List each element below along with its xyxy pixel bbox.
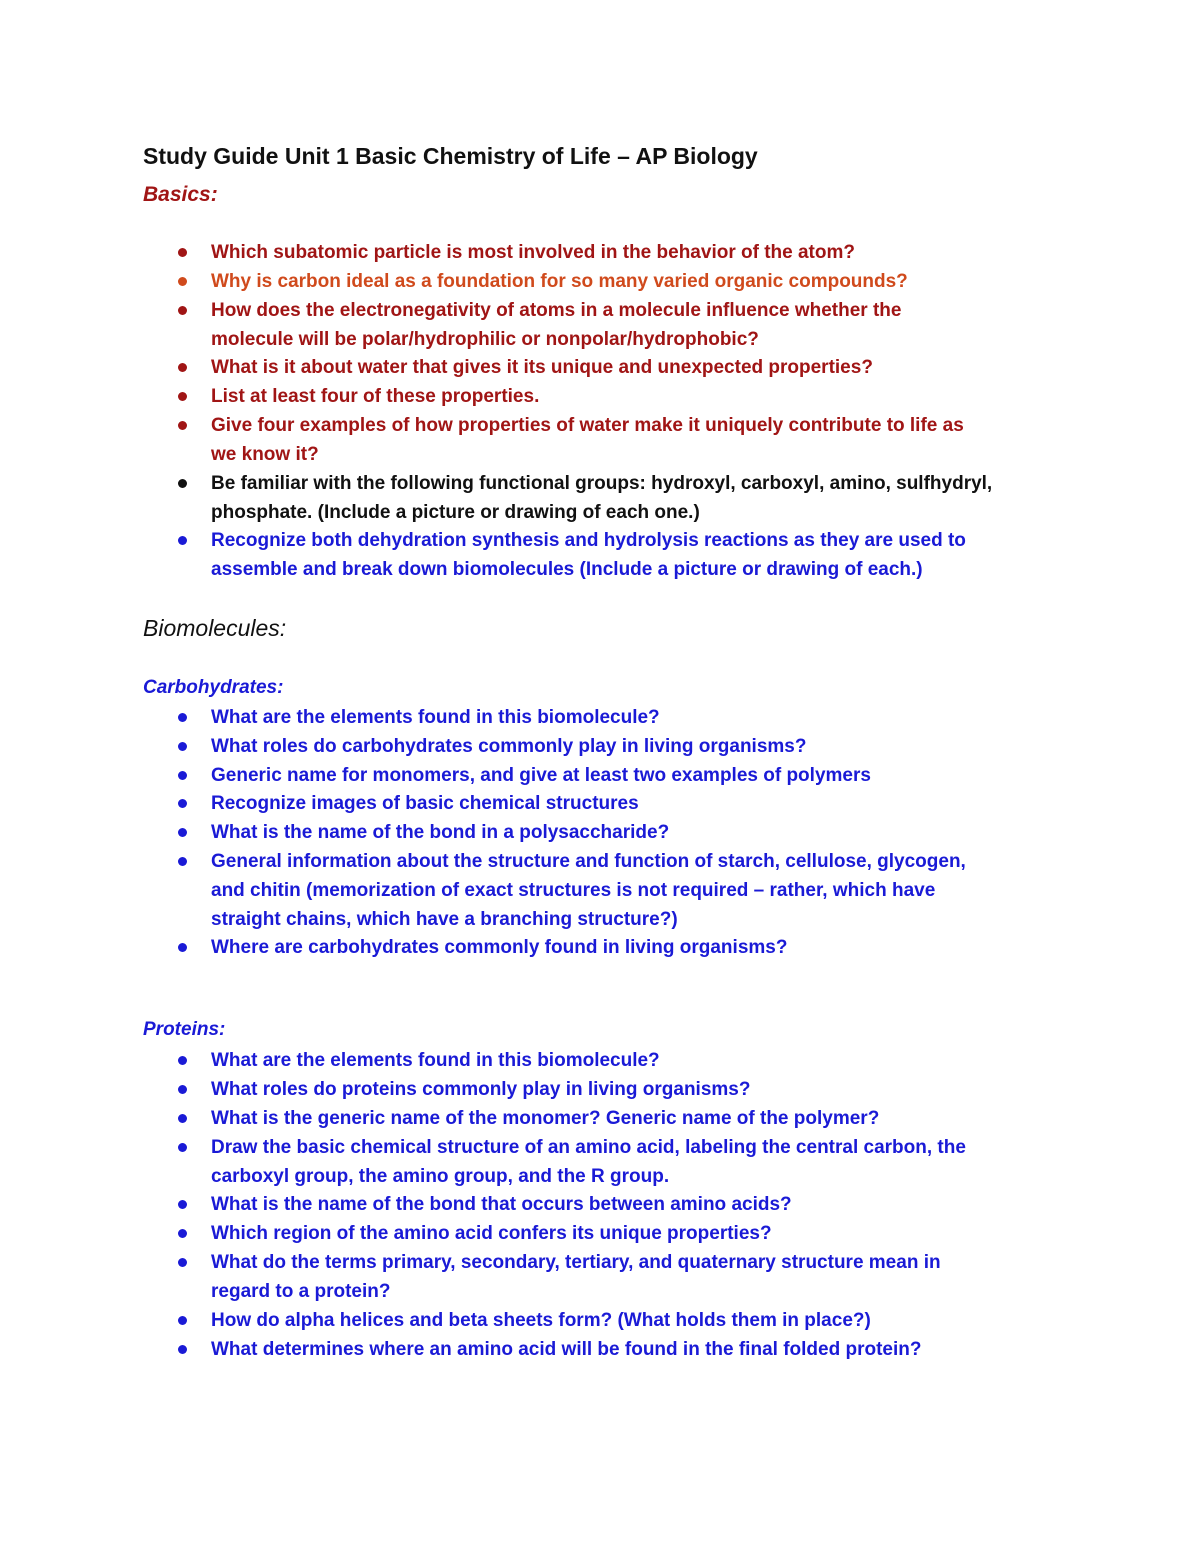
proteins-heading: Proteins: bbox=[143, 1019, 226, 1040]
bullet-icon bbox=[178, 943, 187, 952]
bullet-icon bbox=[178, 1345, 187, 1354]
bullet-icon bbox=[178, 1143, 187, 1152]
bullet-icon bbox=[178, 1316, 187, 1325]
bullet-icon bbox=[178, 536, 187, 545]
bullet-icon bbox=[178, 857, 187, 866]
bullet-icon bbox=[178, 363, 187, 372]
carbohydrates-heading: Carbohydrates: bbox=[143, 677, 284, 698]
bullet-icon bbox=[178, 742, 187, 751]
bullet-icon bbox=[178, 1258, 187, 1267]
bullet-icon bbox=[178, 479, 187, 488]
bullet-icon bbox=[178, 1114, 187, 1123]
bullet-icon bbox=[178, 306, 187, 315]
bullet-icon bbox=[178, 421, 187, 430]
bullet-icon bbox=[178, 713, 187, 722]
biomolecules-heading: Biomolecules: bbox=[143, 615, 287, 641]
bullet-icon bbox=[178, 771, 187, 780]
bullet-icon bbox=[178, 392, 187, 401]
bullet-icon bbox=[178, 248, 187, 257]
basics-heading: Basics: bbox=[143, 183, 218, 206]
bullet-icon bbox=[178, 1085, 187, 1094]
document-page: Study Guide Unit 1 Basic Chemistry of Life – AP Biology Basics: Which subatomic particle is most involved in the behavior of the atom? Why is carbon ideal as a foundation for so many varied organic compounds? How does the electronegativity of atoms in a molecule influence whether the molecule will be polar/hydrophilic or nonpolar/hydrophobic? What is it about water that gives it its unique and unexpected properties? List at least four of these properties. Give four examples of how properties of water make it uniquely contribute to life as we know it? Be familiar with the following functional groups: hydroxyl, carboxyl, amino, sulfhydryl, phosphate. (Include a picture or drawing of each one.) Recognize both dehydration synthesis and hydrolysis reactions as they are used to assemble and break down biomolecules (Include a picture or drawing of each.) Biomolecules: Carbohydrates: What are the elements found in this biomolecule? What roles do carbohydrates commonly play in living organisms? Generic name for monomers, and give at least two examples of polymers Recognize images of basic chemical structures What is the name of the bond in a polysaccharide? General information about the structure and function of starch, cellulose, glycogen, and chitin (memorization of exact structures is not required – rather, which have straight chains, which have a branching structure?) Where are carbohydrates commonly found in living organisms? Proteins: What are the elements found in this biomolecule? What roles do proteins commonly play in living organisms? What is the generic name of the monomer? Generic name of the polymer? Draw the basic chemical structure of an amino acid, labeling the central carbon, the carboxyl group, the amino group, and the R group. What is the name of the bond that occurs between amino acids? Which region of the amino acid confers its unique properties? What do the terms primary, secondary, tertiary, and quaternary structure mean in regard to a protein? How do alpha helices and beta sheets form? (What holds them in place?) What determines where an amino acid will be found in the final folded protein? bbox=[143, 143, 993, 1360]
bullet-icon bbox=[178, 1056, 187, 1065]
bullet-icon bbox=[178, 1200, 187, 1209]
bullet-icon bbox=[178, 828, 187, 837]
bullet-icon bbox=[178, 799, 187, 808]
bullet-icon bbox=[178, 1229, 187, 1238]
page-title: Study Guide Unit 1 Basic Chemistry of Life – AP Biology bbox=[143, 143, 758, 169]
bullet-icon bbox=[178, 277, 187, 286]
